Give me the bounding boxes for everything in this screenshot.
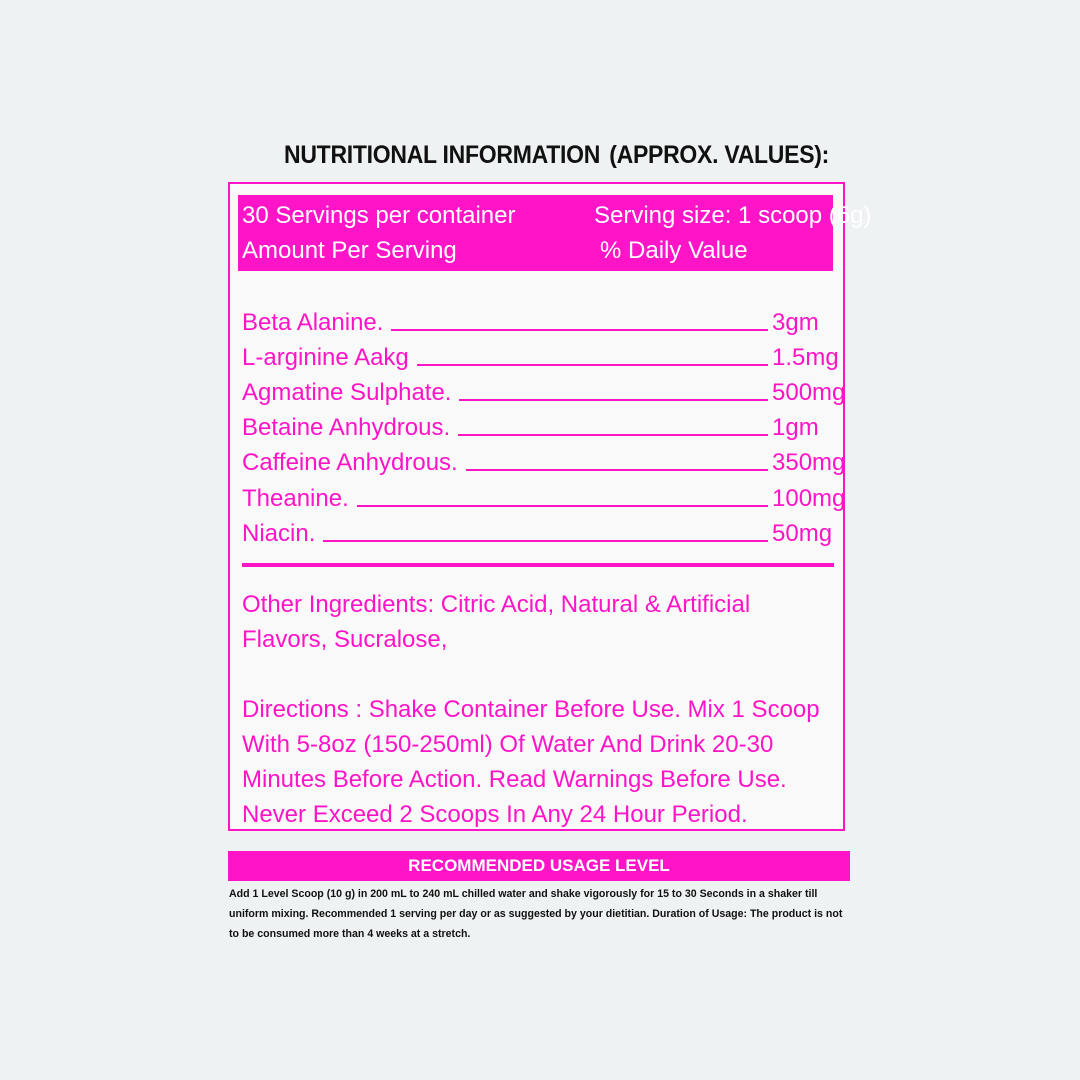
nutrient-amount: 500mg bbox=[772, 378, 846, 406]
serving-header-row-2 bbox=[242, 233, 823, 268]
nutrient-name: Theanine. bbox=[242, 484, 349, 512]
usage-heading: RECOMMENDED USAGE LEVEL bbox=[228, 851, 850, 881]
page-title bbox=[284, 141, 830, 170]
serving-header-row-1 bbox=[242, 198, 872, 233]
nutrient-name: Betaine Anhydrous. bbox=[242, 414, 451, 442]
nutrient-name: Agmatine Sulphate. bbox=[242, 378, 452, 406]
nutrient-name: Niacin. bbox=[242, 519, 316, 547]
title-sub: (APPROX. VALUES): bbox=[609, 141, 830, 169]
nutrient-name: Caffeine Anhydrous. bbox=[242, 449, 458, 477]
directions: Directions : Shake Container Before Use. Mix 1 Scoop With 5-8oz (150-250ml) Of Water And Drink 20-30 Minutes Before Action. Read Warnings Before Use. Never Exceed 2 Scoops In Any 24 Hour Period. bbox=[242, 696, 820, 828]
serving-size: Serving size: 1 scoop (6g) bbox=[594, 202, 872, 229]
nutrient-row bbox=[242, 411, 834, 446]
nutrient-row bbox=[242, 375, 846, 410]
leader-line bbox=[323, 540, 768, 542]
nutrient-amount: 1.5mg bbox=[772, 343, 839, 371]
nutrient-amount: 1gm bbox=[772, 414, 819, 442]
leader-line bbox=[459, 399, 768, 401]
leader-line bbox=[391, 329, 768, 331]
nutrient-row bbox=[242, 481, 846, 516]
nutrient-row bbox=[242, 305, 834, 340]
serving-header bbox=[238, 195, 872, 271]
nutrient-amount: 350mg bbox=[772, 449, 846, 477]
nutrient-amount: 3gm bbox=[772, 308, 819, 336]
usage-text: Add 1 Level Scoop (10 g) in 200 mL to 240 mL chilled water and shake vigorously for 15 to 30 Seconds in a shaker till uniform mixing. Recommended 1 serving per day or as suggested by your dietitian. Duration of Usage: The product is not to be consumed more than 4 weeks at a stretch. bbox=[229, 888, 843, 940]
leader-line bbox=[458, 434, 768, 436]
title-main: NUTRITIONAL INFORMATION bbox=[284, 141, 601, 169]
daily-value: % Daily Value bbox=[600, 237, 748, 264]
nutrient-name: L-arginine Aakg bbox=[242, 343, 409, 371]
nutrient-amount: 50mg bbox=[772, 519, 833, 547]
nutrient-list bbox=[242, 305, 846, 551]
nutrient-row bbox=[242, 446, 846, 481]
other-ingredients: Other Ingredients: Citric Acid, Natural & Artificial Flavors, Sucralose, bbox=[242, 591, 751, 653]
nutrient-amount: 100mg bbox=[772, 484, 846, 512]
leader-line bbox=[357, 505, 768, 507]
servings-per-container: 30 Servings per container bbox=[242, 202, 516, 229]
leader-line bbox=[466, 469, 768, 471]
leader-line bbox=[417, 364, 768, 366]
nutrient-row bbox=[242, 340, 839, 375]
nutrient-name: Beta Alanine. bbox=[242, 308, 384, 336]
section-divider bbox=[242, 563, 834, 567]
nutrient-row bbox=[242, 516, 834, 551]
amount-per-serving: Amount Per Serving bbox=[242, 237, 457, 264]
